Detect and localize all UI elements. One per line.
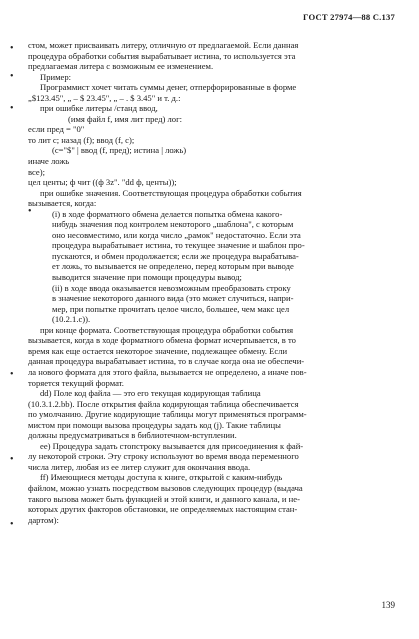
code-line: если пред = "0" [28,124,85,135]
text-line: оно несовместимо, или когда число „рамок" недостаточно. Если эта [52,229,301,240]
text-line: (ii) в ходе ввода оказывается невозможным преобразовать строку [52,282,291,293]
code-line: при ошибке литеры /станд ввод, [40,103,158,114]
text-line: (i) в ходе форматного обмена делается попытка обмена какого- [52,208,283,219]
text-line: которых других факторов обстановки, не определяемых настоящим стан- [28,504,298,515]
text-line: по умолчанию. Другие кодирующие таблицы могут применяться программ- [28,409,307,420]
text-line: дартом): [28,514,59,525]
text-line: процедура обработки события вырабатывает истина, то используется эта [28,50,296,61]
text-line: при конце формата. Соответствующая процедура обработки события [40,324,294,335]
text-line: лу некоторой строки. Эту строку используют во время ввода переменного [28,451,299,462]
text-line: выводится значение при помощи процедуры вывод; [52,272,242,283]
text-line: числа литер, любая из ее литер служит для окончания ввода. [28,461,251,472]
text-line: пускаются, и обмен продолжается; если же процедура вырабатыва- [52,250,299,261]
text-line: предлагаемая литера с возможным ее изменением. [28,61,214,72]
bullet-mark: • [10,454,14,465]
page-header: ГОСТ 27974—88 С.137 [303,12,395,22]
text-line: данная процедура вырабатывает истина, то в случае когда она не обеспечи- [28,356,305,367]
text-line: ее) Процедура задать стопстроку вызывается для присоединения к фай- [40,440,304,451]
document-body [28,40,394,525]
code-line: (имя файл f, имя лит пред) лог: [68,113,182,124]
bullet-mark: • [10,43,14,54]
code-line: все); [28,166,45,177]
text-line: (10.2.1.c)). [52,314,91,325]
text-line: такого вызова может быть функцией и этой книги, и данного канала, и не- [28,493,300,504]
bullet-mark: • [10,103,14,114]
text-line: при ошибке значения. Соответствующая процедура обработки события [40,187,302,198]
text-line: в значение некоторого данного вида (это может случиться, напри- [52,293,294,304]
text-line: dd) Поле код файла — это его текущая кодирующая таблица [40,388,261,399]
bullet-mark: • [28,206,32,217]
text-line: Программист хочет читать суммы денег, отперфорированные в форме [40,82,297,93]
text-line: торяется текущий формат. [28,377,124,388]
text-line: мер, при попытке прочитать целое число, большее, чем макс цел [52,303,290,314]
text-line: нибудь значения под контролем некоторого „шаблона", с которым [52,219,294,230]
text-line: ла нового формата для этого файла, вызывается не определено, а иначе пов- [28,366,307,377]
code-line: (c="$" | ввод (f, пред); истина | ложь) [52,145,187,156]
text-line: вызывается, когда: [28,198,97,209]
text-line: „$123.45", „ – $ 23.45", „ – . $ 3.45" и т. д.: [28,92,181,103]
text-line: (10.3.1.2.bb). После открытия файла кодирующая таблица обеспечивается [28,398,299,409]
bullet-mark: • [10,71,14,82]
text-line: должны предусматриваться в библиотечном-вступлении. [28,430,237,441]
bullet-mark: • [10,519,14,530]
code-line: цел центы; ф чит ((ф 3z". "dd ф, центы)); [28,177,177,188]
text-line: ff) Имеющиеся методы доступа к книге, открытой с каким-нибудь [40,472,283,483]
text-line: процедура вырабатывает истина, то текущее значение и шаблон про- [52,240,305,251]
text-line: стом, может присваивать литеру, отличную от предлагаемой. Если данная [28,40,299,50]
code-line: иначе ложь [28,156,70,167]
text-line: ет ложь, то вызывается не определено, перед которым при выводе [52,261,294,272]
example-heading: Пример: [40,71,72,82]
code-line: то лит с; назад (f); ввод (f, c); [28,134,135,145]
text-line: мистом при помощи вызова процедуры задать код (j). Такие таблицы [28,419,281,430]
bullet-mark: • [10,369,14,380]
page-number: 139 [381,600,395,610]
text-line: время как еще остается некоторое значение, подлежащее обмену. Если [28,345,288,356]
text-line: файлом, можно узнать посредством вызовов следующих процедур (выдача [28,482,303,493]
text-line: вызывается, когда в ходе форматного обмена формат исчерпывается, в то [28,335,296,346]
